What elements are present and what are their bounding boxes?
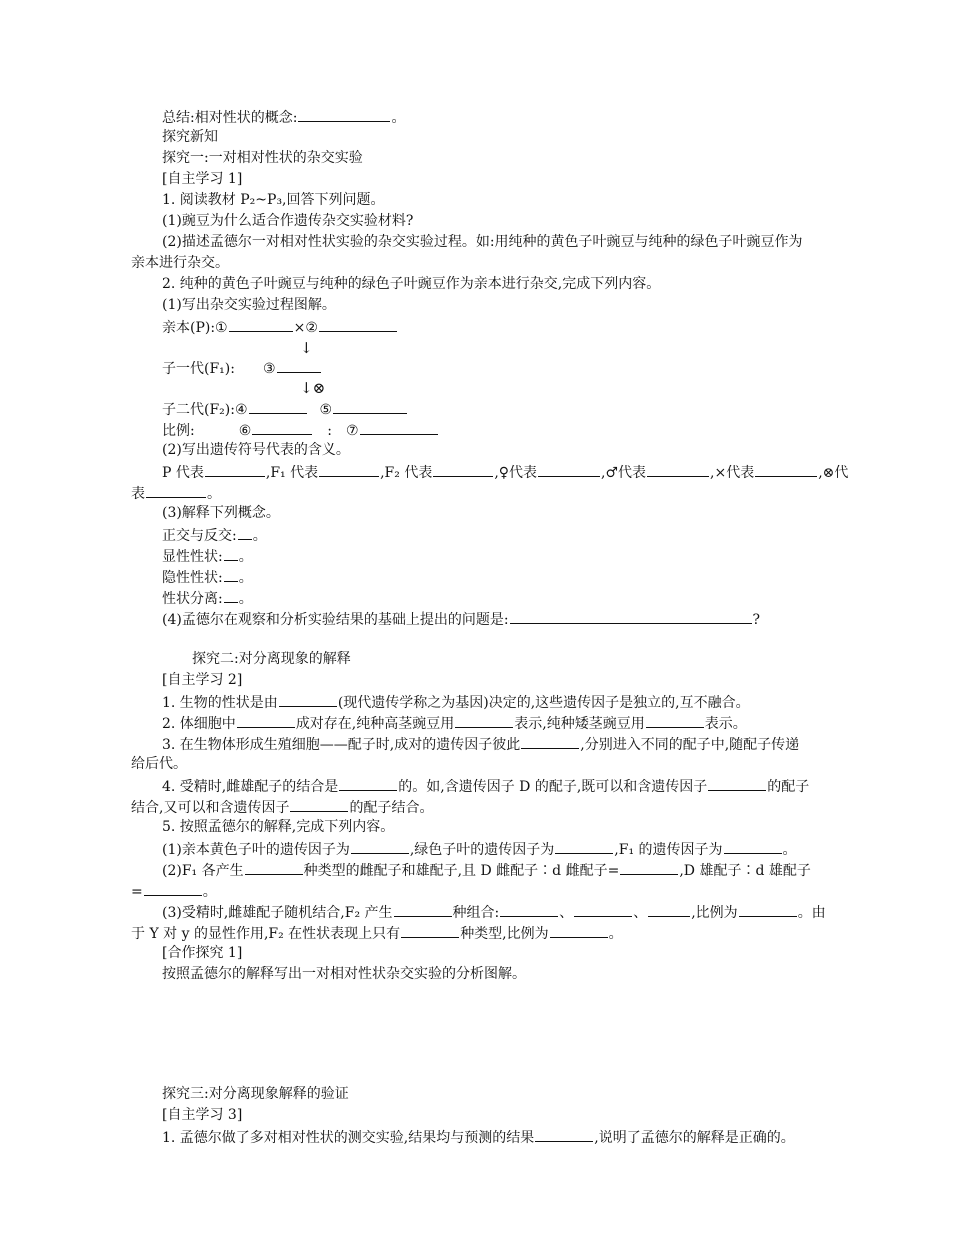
blank[interactable] [455, 712, 513, 728]
question-1: 1. 阅读教材 P₂~P₃,回答下列问题。 [162, 192, 385, 208]
explain-4-cont: 结合,又可以和含遗传因子 的配子结合。 [131, 796, 850, 817]
cooperative-1-question: 按照孟德尔的解释写出一对相对性状杂交实验的分析图解。 [162, 966, 526, 982]
question-2-2: (2)写出遗传符号代表的含义。 [162, 442, 350, 458]
blank[interactable] [237, 712, 295, 728]
explain-1: 1. 生物的性状是由 (现代遗传学称之为基因)决定的,这些遗传因子是独立的,互不融合。 [162, 691, 850, 712]
f1-line: 子一代(F₁): ③ [162, 357, 850, 378]
explain-5-2: (2)F₁ 各产生 种类型的雌配子和雄配子,且 D 雌配子∶d 雌配子= ,D 雄配子∶d 雄配子 [162, 859, 850, 880]
concept-2: 显性性状: 。 [162, 545, 850, 566]
blank[interactable] [279, 691, 337, 707]
question-2: 2. 纯种的黄色子叶豌豆与纯种的绿色子叶豌豆作为亲本进行杂交,完成下列内容。 [162, 276, 661, 292]
parent-line: 亲本(P):① ×② [162, 316, 850, 337]
symbols-line: P 代表 ,F₁ 代表 ,F₂ 代表 ,♀代表 ,♂代表 ,×代表 ,⊗代 [162, 461, 850, 482]
explain-5-3-cont: 于 Y 对 y 的显性作用,F₂ 在性状表现上只有 种类型,比例为 。 [131, 922, 850, 943]
section-heading: 探究新知 [162, 129, 218, 145]
blank[interactable] [339, 775, 397, 791]
blank[interactable] [144, 880, 202, 896]
self-study-3-label: [自主学习 3] [162, 1107, 243, 1123]
verify-1: 1. 孟德尔做了多对相对性状的测交实验,结果均与预测的结果 ,说明了孟德尔的解释是正确的。 [162, 1126, 850, 1147]
inquiry-1-heading: 探究一:一对相对性状的杂交实验 [162, 150, 363, 166]
blank[interactable] [224, 566, 238, 582]
blank[interactable] [708, 775, 766, 791]
blank[interactable] [401, 922, 459, 938]
blank[interactable] [521, 733, 579, 749]
question-2-4: (4)孟德尔在观察和分析实验结果的基础上提出的问题是: ? [162, 608, 850, 629]
blank[interactable] [646, 712, 704, 728]
explain-5-2-cont: = 。 [131, 880, 850, 901]
question-2-1: (1)写出杂交实验过程图解。 [162, 297, 336, 313]
down-arrow: ↓ [300, 339, 313, 357]
explain-5-1: (1)亲本黄色子叶的遗传因子为 ,绿色子叶的遗传因子为 ,F₁ 的遗传因子为 。 [162, 838, 850, 859]
blank[interactable] [394, 901, 452, 917]
explain-4: 4. 受精时,雌雄配子的结合是 的。如,含遗传因子 D 的配子,既可以和含遗传因子 的配子 [162, 775, 850, 796]
blank[interactable] [224, 545, 238, 561]
blank[interactable] [277, 357, 321, 373]
blank[interactable] [351, 838, 409, 854]
question-1-2: (2)描述孟德尔一对相对性状实验的杂交实验过程。如:用纯种的黄色子叶豌豆与纯种的绿色子叶豌豆作为 [162, 234, 803, 250]
blank[interactable] [238, 524, 252, 540]
blank[interactable] [298, 106, 390, 122]
blank[interactable] [647, 461, 709, 477]
blank[interactable] [648, 901, 690, 917]
explain-2: 2. 体细胞中 成对存在,纯种高茎豌豆用 表示,纯种矮茎豌豆用 表示。 [162, 712, 850, 733]
blank[interactable] [500, 901, 558, 917]
question-1-1: (1)豌豆为什么适合作遗传杂交实验材料? [162, 213, 414, 229]
inquiry-3-heading: 探究三:对分离现象解释的验证 [162, 1086, 349, 1102]
blank[interactable] [620, 859, 678, 875]
blank[interactable] [205, 461, 265, 477]
blank[interactable] [146, 482, 206, 498]
cooperative-1-label: [合作探究 1] [162, 945, 243, 961]
blank[interactable] [535, 1126, 593, 1142]
down-arrow-self: ↓⊗ [300, 379, 326, 397]
blank[interactable] [333, 398, 407, 414]
blank[interactable] [224, 587, 238, 603]
summary-line: 总结:相对性状的概念: 。 [162, 106, 850, 127]
blank[interactable] [550, 922, 608, 938]
blank[interactable] [229, 316, 293, 332]
inquiry-2-heading: 探究二:对分离现象的解释 [192, 651, 351, 667]
blank[interactable] [249, 398, 307, 414]
question-1-2-cont: 亲本进行杂交。 [131, 255, 229, 271]
blank[interactable] [555, 838, 613, 854]
blank[interactable] [252, 419, 312, 435]
blank[interactable] [724, 838, 782, 854]
concept-3: 隐性性状: 。 [162, 566, 850, 587]
self-study-1-label: [自主学习 1] [162, 171, 243, 187]
explain-5-3: (3)受精时,雌雄配子随机结合,F₂ 产生 种组合: 、 、 ,比例为 。由 [162, 901, 850, 922]
explain-3-cont: 给后代。 [131, 756, 187, 772]
blank[interactable] [319, 316, 397, 332]
blank[interactable] [510, 608, 752, 624]
blank[interactable] [538, 461, 600, 477]
symbols-line-cont: 表 。 [131, 482, 850, 503]
explain-5: 5. 按照孟德尔的解释,完成下列内容。 [162, 819, 395, 835]
concept-4: 性状分离: 。 [162, 587, 850, 608]
self-study-2-label: [自主学习 2] [162, 672, 243, 688]
blank[interactable] [290, 796, 348, 812]
blank[interactable] [319, 461, 379, 477]
question-2-3: (3)解释下列概念。 [162, 505, 280, 521]
blank[interactable] [739, 901, 797, 917]
explain-3: 3. 在生物体形成生殖细胞——配子时,成对的遗传因子彼此 ,分别进入不同的配子中,随配子传递 [162, 733, 850, 754]
blank[interactable] [245, 859, 303, 875]
ratio-line: 比例: ⑥ : ⑦ [162, 419, 850, 440]
blank[interactable] [360, 419, 438, 435]
f2-line: 子二代(F₂):④ ⑤ [162, 398, 850, 419]
concept-1: 正交与反交: 。 [162, 524, 850, 545]
blank[interactable] [574, 901, 632, 917]
blank[interactable] [433, 461, 493, 477]
blank[interactable] [755, 461, 817, 477]
